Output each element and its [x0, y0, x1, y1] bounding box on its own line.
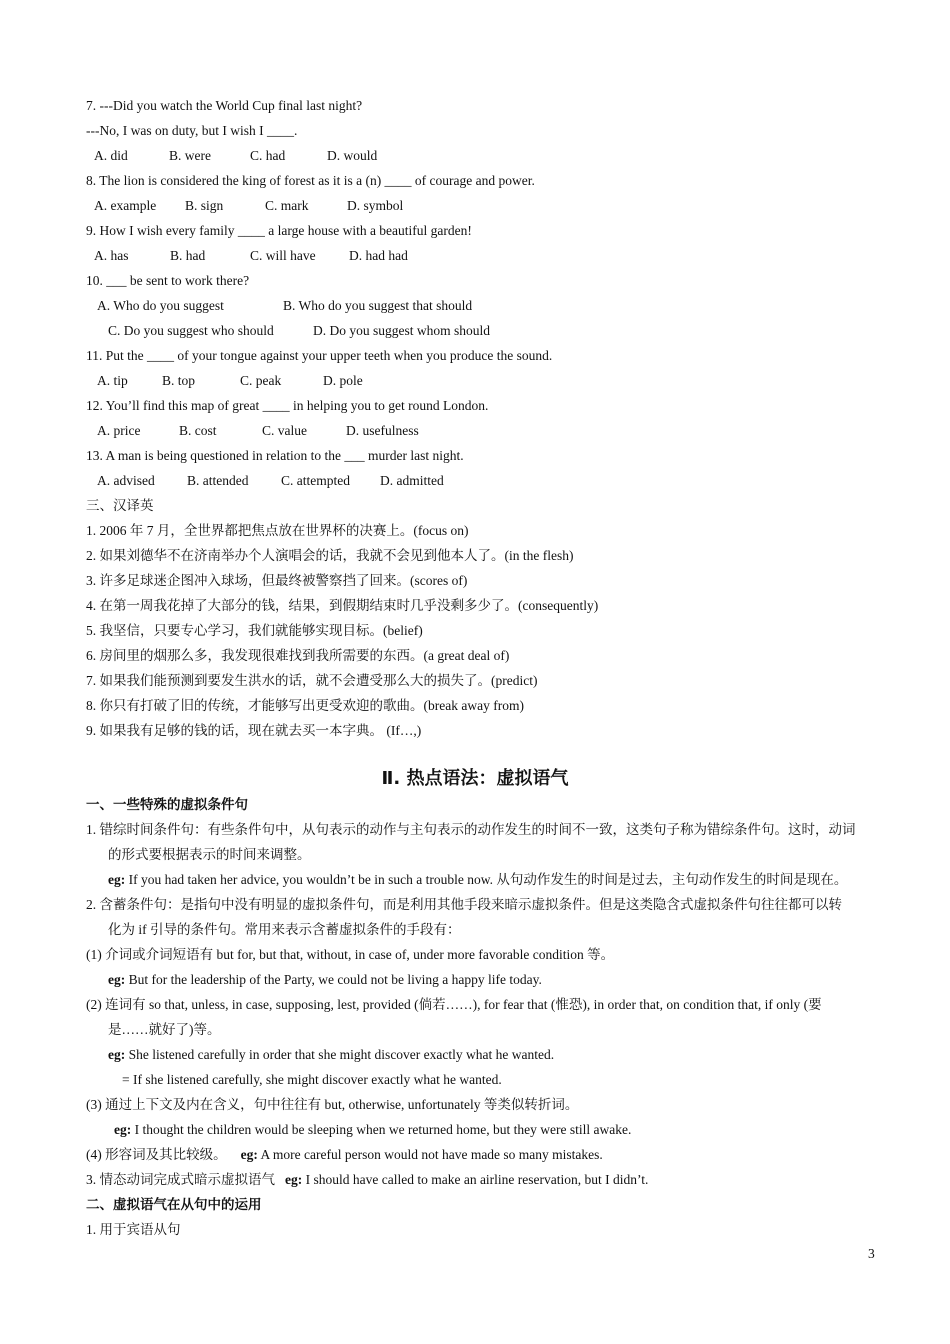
translation-heading: 三、汉译英: [86, 498, 154, 513]
option-d: D. symbol: [347, 198, 404, 213]
paragraph-2-line-1: 2. 含蓄条件句：是指句中没有明显的虚拟条件句，而是利用其他手段来暗示虚拟条件。但是这类隐含式虚拟条件句往往都可以转: [86, 897, 842, 912]
subpoint-4-text: (4) 形容词及其比较级。: [86, 1147, 227, 1162]
question-7-line-1: 7. ---Did you watch the World Cup final last night?: [86, 98, 363, 113]
page-number: 3: [868, 1246, 875, 1261]
paragraph-3: [86, 1170, 648, 1190]
translation-item-5: 5. 我坚信，只要专心学习，我们就能够实现目标。(belief): [86, 623, 423, 638]
question-13-options: [97, 471, 444, 491]
paragraph-1-line-1: 1. 错综时间条件句：有些条件句中，从句表示的动作与主句表示的动作发生的时间不一致，这类句子称为错综条件句。这时，动词: [86, 822, 856, 837]
eg-label: eg:: [240, 1147, 258, 1162]
question-9-line-1: 9. How I wish every family ____ a large house with a beautiful garden!: [86, 223, 472, 238]
example-text: I thought the children would be sleeping when we returned home, but they were still awake.: [131, 1122, 632, 1137]
option-b: B. top: [162, 373, 196, 388]
question-10-line-1: 10. ___ be sent to work there?: [86, 273, 250, 288]
paragraph-1-line-2: 的形式要根据表示的时间来调整。: [108, 847, 311, 862]
example-text: A more careful person would not have made so many mistakes.: [257, 1147, 603, 1162]
option-b: B. cost: [179, 423, 217, 438]
example-3: [108, 1045, 554, 1065]
option-a: A. tip: [97, 373, 128, 388]
example-1: [108, 870, 847, 890]
question-8-line-1: 8. The lion is considered the king of forest as it is a (n) ____ of courage and power.: [86, 173, 535, 188]
question-12-line-1: 12. You’ll find this map of great ____ in helping you to get round London.: [86, 398, 489, 413]
option-a: A. did: [94, 148, 128, 163]
question-10-options-row-2: [108, 321, 490, 341]
option-d: D. usefulness: [346, 423, 419, 438]
question-10-options-row-1: [97, 296, 472, 316]
section-title: Ⅱ. 热点语法：虚拟语气: [381, 768, 569, 789]
question-12-options: [97, 421, 419, 441]
section-1-heading: 一、一些特殊的虚拟条件句: [86, 797, 248, 812]
example-text: She listened carefully in order that she might discover exactly what he wanted.: [125, 1047, 555, 1062]
option-b: B. were: [169, 148, 211, 163]
paragraph-2-line-2: 化为 if 引导的条件句。常用来表示含蓄虚拟条件的手段有：: [108, 922, 461, 937]
option-b: B. had: [170, 248, 206, 263]
option-c: C. attempted: [281, 473, 350, 488]
example-3-equivalent: = If she listened carefully, she might discover exactly what he wanted.: [122, 1072, 502, 1087]
paragraph-3-text: 3. 情态动词完成式暗示虚拟语气: [86, 1172, 275, 1187]
question-11-line-1: 11. Put the ____ of your tongue against your upper teeth when you produce the sound.: [86, 348, 553, 363]
example-text: I should have called to make an airline reservation, but I didn’t.: [302, 1172, 649, 1187]
translation-item-9: 9. 如果我有足够的钱的话，现在就去买一本字典。 (If…,): [86, 723, 422, 738]
question-11-options: [97, 371, 363, 391]
subpoint-1: (1) 介词或介词短语有 but for, but that, without, in case of, under more favorable condition 等。: [86, 947, 615, 962]
question-13-line-1: 13. A man is being questioned in relation to the ___ murder last night.: [86, 448, 464, 463]
option-c: C. had: [250, 148, 286, 163]
option-b: B. Who do you suggest that should: [283, 298, 473, 313]
translation-item-3: 3. 许多足球迷企图冲入球场，但最终被警察挡了回来。(scores of): [86, 573, 468, 588]
translation-item-2: 2. 如果刘德华不在济南举办个人演唱会的话，我就不会见到他本人了。(in the flesh): [86, 548, 574, 563]
example-2: [108, 970, 542, 990]
option-b: B. attended: [187, 473, 249, 488]
option-a: A. example: [94, 198, 157, 213]
question-7-options: [94, 146, 377, 166]
option-d: D. admitted: [380, 473, 444, 488]
question-9-options: [94, 246, 408, 266]
section-2-heading: 二、虚拟语气在从句中的运用: [86, 1197, 262, 1212]
paragraph-4: 1. 用于宾语从句: [86, 1222, 181, 1237]
subpoint-2-line-2: 是……就好了)等。: [108, 1022, 221, 1037]
option-c: C. peak: [240, 373, 282, 388]
option-a: A. price: [97, 423, 141, 438]
option-a: A. advised: [97, 473, 155, 488]
eg-label: eg:: [285, 1172, 303, 1187]
translation-item-6: 6. 房间里的烟那么多，我发现很难找到我所需要的东西。(a great deal of): [86, 648, 510, 663]
option-d: D. pole: [323, 373, 363, 388]
eg-label: eg:: [108, 1047, 126, 1062]
eg-label: eg:: [114, 1122, 132, 1137]
option-a: A. has: [94, 248, 129, 263]
translation-item-7: 7. 如果我们能预测到要发生洪水的话，就不会遭受那么大的损失了。(predict): [86, 673, 538, 688]
option-b: B. sign: [185, 198, 224, 213]
option-d: D. would: [327, 148, 378, 163]
option-c: C. will have: [250, 248, 316, 263]
subpoint-2-line-1: (2) 连词有 so that, unless, in case, supposing, lest, provided (倘若……), for fear that (惟恐), in order that, on condition that, if only (要: [86, 997, 822, 1012]
eg-label: eg:: [108, 872, 126, 887]
option-c: C. mark: [265, 198, 309, 213]
subpoint-4: [86, 1145, 603, 1165]
example-text: If you had taken her advice, you wouldn’t be in such a trouble now. 从句动作发生的时间是过去，主句动作发生的时间是现在。: [125, 872, 848, 887]
translation-item-8: 8. 你只有打破了旧的传统，才能够写出更受欢迎的歌曲。(break away from): [86, 698, 524, 713]
option-d: D. Do you suggest whom should: [313, 323, 491, 338]
translation-item-4: 4. 在第一周我花掉了大部分的钱，结果，到假期结束时几乎没剩多少了。(consequently): [86, 598, 599, 613]
example-text: But for the leadership of the Party, we could not be living a happy life today.: [125, 972, 542, 987]
option-c: C. Do you suggest who should: [108, 323, 274, 338]
question-7-line-2: ---No, I was on duty, but I wish I ____.: [86, 123, 298, 138]
subpoint-3: (3) 通过上下文及内在含义，句中往往有 but, otherwise, unfortunately 等类似转折词。: [86, 1097, 579, 1112]
eg-label: eg:: [108, 972, 126, 987]
option-c: C. value: [262, 423, 307, 438]
option-a: A. Who do you suggest: [97, 298, 224, 313]
example-4: [114, 1120, 631, 1140]
question-8-options: [94, 196, 403, 216]
translation-item-1: 1. 2006 年 7 月，全世界都把焦点放在世界杯的决赛上。(focus on): [86, 523, 469, 538]
option-d: D. had had: [349, 248, 408, 263]
